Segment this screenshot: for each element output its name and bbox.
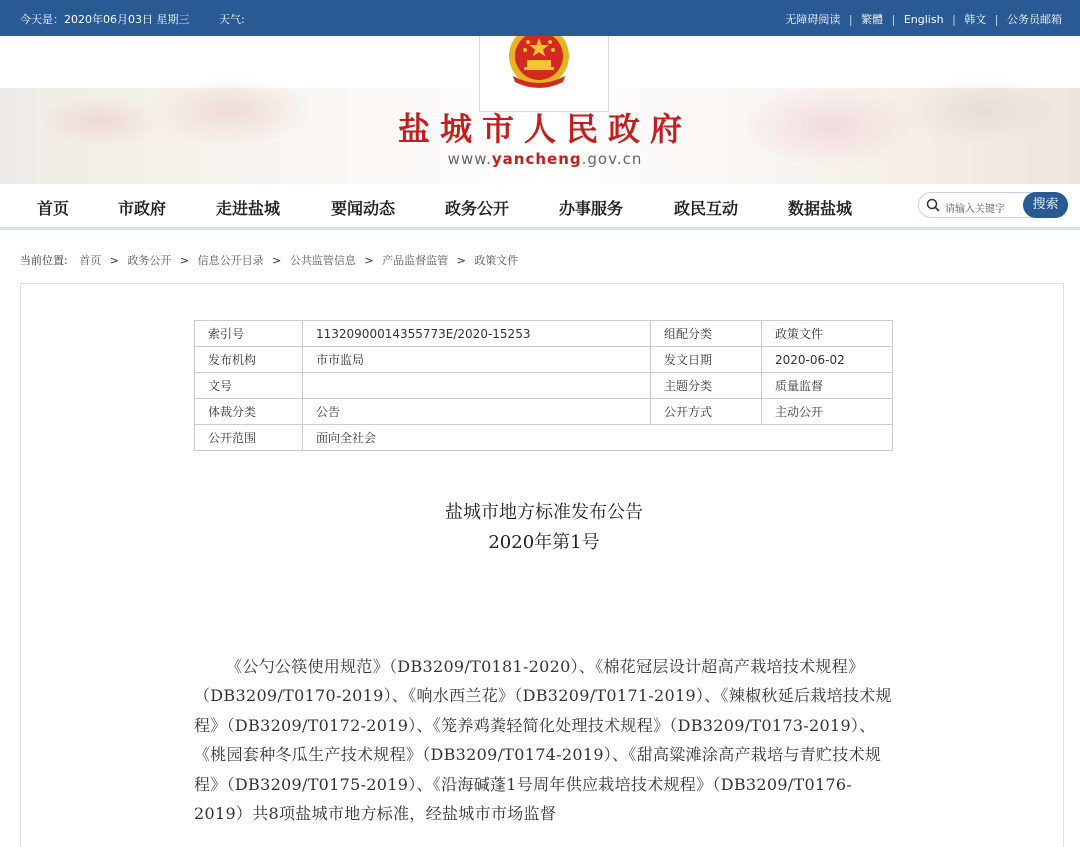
meta-value: 2020-06-02 [762, 347, 893, 373]
nav-item-home[interactable]: 首页 [37, 199, 70, 218]
breadcrumb-product-supervision[interactable]: 产品监督监管 [382, 254, 449, 267]
table-row [195, 399, 893, 425]
site-title[interactable]: 盐城市人民政府 [397, 110, 692, 148]
breadcrumb-arrow: > [456, 254, 466, 267]
meta-value: 政策文件 [762, 321, 893, 347]
meta-value: 主动公开 [762, 399, 893, 425]
breadcrumb-home[interactable]: 首页 [79, 254, 102, 267]
nav-item-news[interactable]: 要闻动态 [331, 199, 396, 218]
breadcrumb-government-affairs[interactable]: 政务公开 [127, 254, 172, 267]
table-row [195, 425, 893, 451]
site-banner [0, 36, 1080, 184]
search-placeholder: 请输入关键字 [945, 204, 1005, 215]
nav-item-government-affairs[interactable]: 政务公开 [445, 199, 510, 218]
meta-value: 11320900014355773E/2020-15253 [303, 321, 651, 347]
breadcrumb-arrow: > [272, 254, 282, 267]
breadcrumb-arrow: > [109, 254, 119, 267]
breadcrumb-arrow: > [364, 254, 374, 267]
weather-label: 天气: [218, 13, 245, 26]
breadcrumb-public-supervision[interactable]: 公共监管信息 [289, 254, 356, 267]
link-traditional-chinese[interactable]: 繁體 [861, 13, 884, 26]
top-bar [0, 0, 1080, 36]
separator: | [952, 13, 956, 26]
top-bar-links [785, 11, 1062, 27]
meta-label: 主题分类 [651, 373, 762, 399]
meta-label: 文号 [195, 373, 303, 399]
url-brand: yancheng [491, 150, 582, 168]
national-emblem-icon[interactable] [503, 36, 575, 88]
link-english[interactable]: English [903, 13, 944, 26]
breadcrumb-arrow: > [179, 254, 190, 267]
meta-label: 公开范围 [195, 425, 303, 451]
table-row [195, 347, 893, 373]
site-url [0, 150, 1080, 168]
meta-value [303, 373, 651, 399]
meta-label: 发文日期 [651, 347, 762, 373]
document-body: 《公勺公筷使用规范》（DB3209/T0181-2020）、《棉花冠层设计超高产栽培技术规程》（DB3209/T0170-2019）、《响水西兰花》（DB3209/T0171-2019）、《辣椒秋延后栽培技术规程》（DB3209/T0172-2019）、《笼养鸡粪轻简化处理技术规程》（DB3209/T0173-2019）、《桃园套种冬瓜生产技术规程》（DB3209/T0174-2019）、《甜高粱滩涂高产栽培与青贮技术规程》（DB3209/T0175-2019）、《沿海碱蓬1号周年供应栽培技术规程》（DB3209/T0176-2019）共8项盐城市地方标准，经盐城市市场监督 [194, 657, 892, 824]
nav-item-interaction[interactable]: 政民互动 [674, 199, 739, 218]
meta-label: 体裁分类 [195, 399, 303, 425]
current-date: 今天是：2020年06月03日 星期三 [20, 13, 190, 26]
top-bar-left [20, 11, 271, 27]
meta-label: 发布机构 [195, 347, 303, 373]
meta-value: 公告 [303, 399, 651, 425]
separator: | [994, 13, 999, 26]
meta-label: 索引号 [195, 321, 303, 347]
search-button[interactable]: 搜索 [1023, 192, 1068, 218]
meta-value: 质量监督 [762, 373, 893, 399]
document-metadata-table [194, 320, 893, 451]
document-title-block [0, 498, 1080, 558]
nav-item-services[interactable]: 办事服务 [559, 199, 624, 218]
nav-item-data-yancheng[interactable]: 数据盐城 [788, 199, 853, 218]
meta-value: 面向全社会 [303, 425, 893, 451]
breadcrumb-info-catalog[interactable]: 信息公开目录 [197, 254, 264, 267]
nav-item-explore-yancheng[interactable]: 走进盐城 [216, 199, 281, 218]
breadcrumb-label: 当前位置: [20, 254, 68, 267]
document-number: 2020年第1号 [488, 532, 600, 553]
link-accessible-reading[interactable]: 无障碍阅读 [785, 13, 841, 26]
separator: | [891, 13, 896, 26]
url-suffix: .gov.cn [581, 150, 643, 168]
search-icon [926, 198, 940, 212]
breadcrumb-policy-documents[interactable]: 政策文件 [474, 254, 519, 267]
meta-label: 组配分类 [651, 321, 762, 347]
breadcrumb [20, 252, 518, 268]
meta-value: 市市监局 [303, 347, 651, 373]
link-korean[interactable]: 韩文 [964, 13, 987, 26]
meta-label: 公开方式 [651, 399, 762, 425]
table-row [195, 373, 893, 399]
link-civil-servant-mail[interactable]: 公务员邮箱 [1007, 13, 1062, 26]
url-prefix: www. [447, 150, 492, 168]
document-title: 盐城市地方标准发布公告 [445, 502, 643, 523]
table-row [195, 321, 893, 347]
separator: | [848, 13, 853, 26]
nav-item-city-government[interactable]: 市政府 [118, 199, 167, 218]
